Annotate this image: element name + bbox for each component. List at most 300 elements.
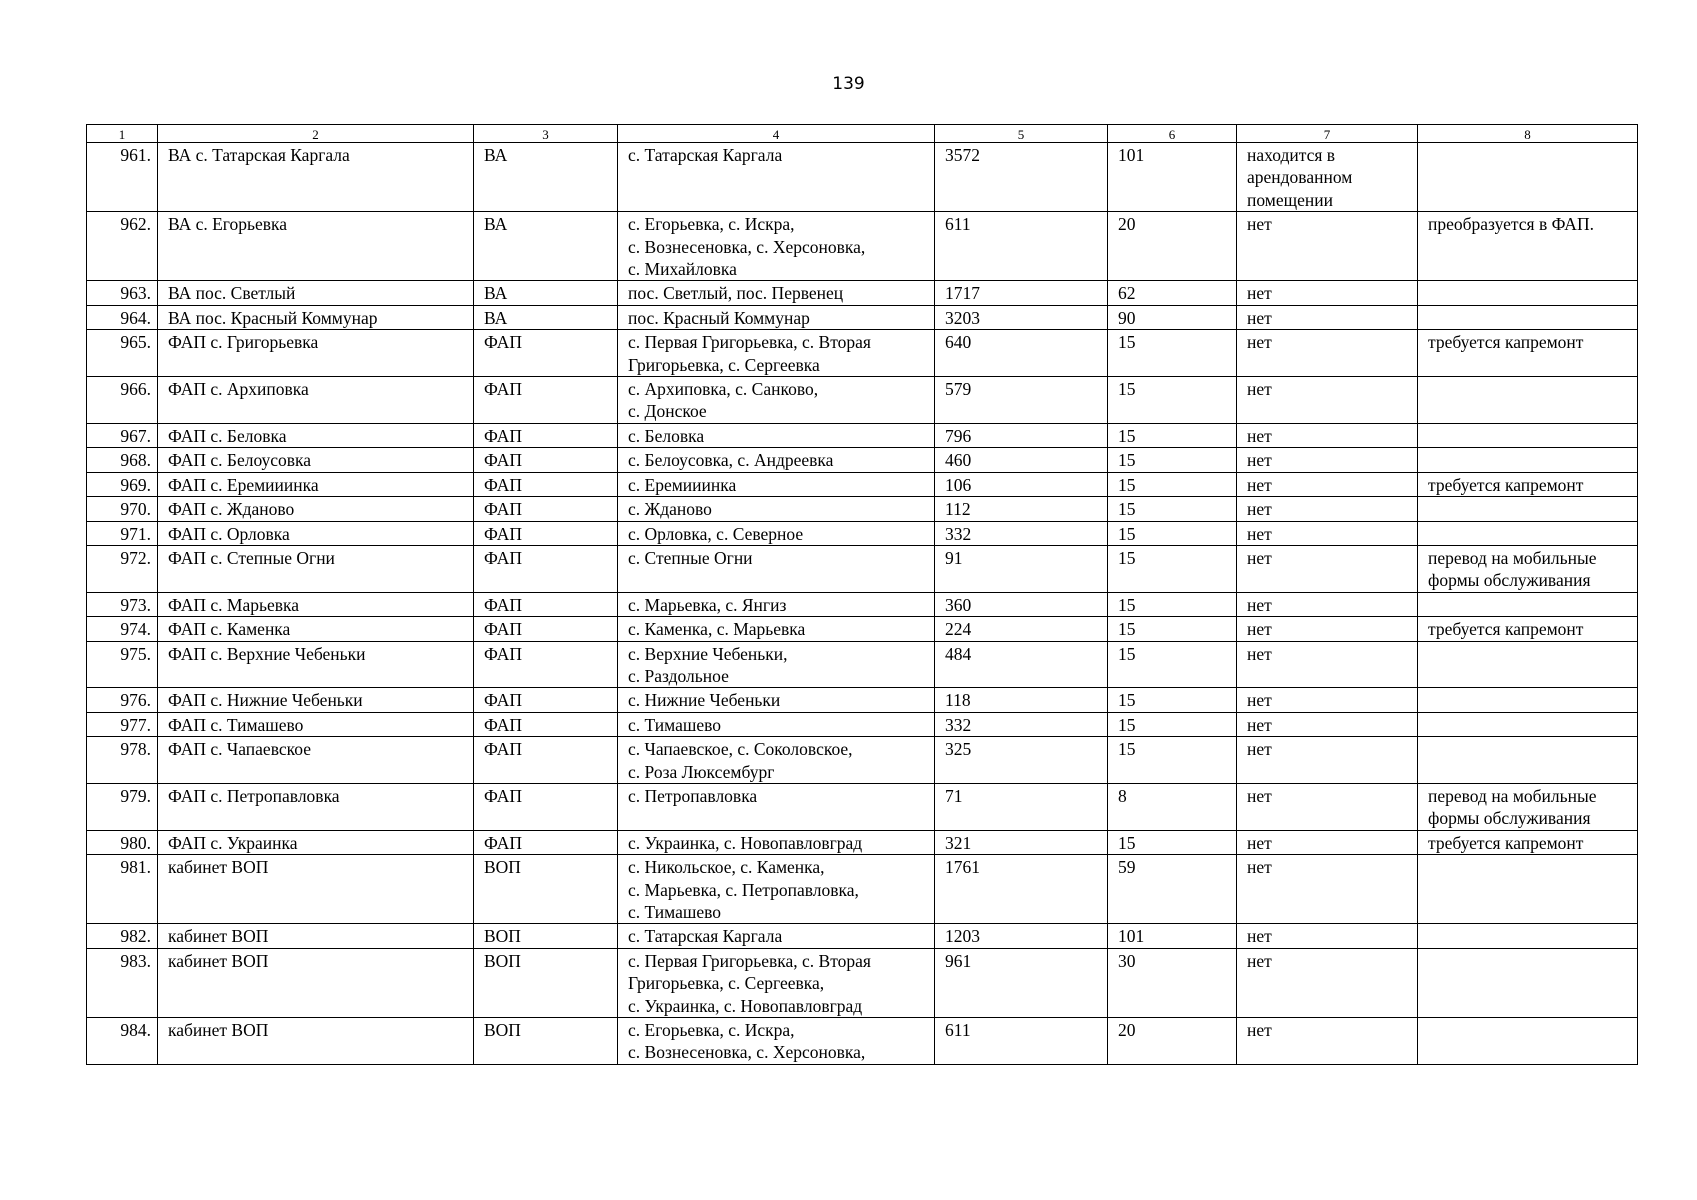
column-header: 3	[474, 125, 618, 143]
note-cell-text: перевод на мобильные формы обслуживания	[1428, 547, 1597, 591]
settlements-cell-text: с. Марьевка, с. Янгиз	[628, 594, 787, 615]
population-cell-text: 1761	[945, 857, 980, 878]
population-cell-text: 118	[945, 690, 971, 711]
population-cell	[935, 305, 1108, 329]
column-6-cell	[1108, 641, 1237, 688]
population-cell	[935, 212, 1108, 281]
column-7-cell	[1237, 545, 1418, 592]
row-number-cell	[87, 688, 158, 712]
note-cell	[1418, 737, 1638, 784]
column-6-cell	[1108, 783, 1237, 830]
column-7-cell	[1237, 305, 1418, 329]
row-number-cell	[87, 497, 158, 521]
column-6-cell-text: 15	[1118, 690, 1136, 711]
column-header: 7	[1237, 125, 1418, 143]
column-header: 5	[935, 125, 1108, 143]
table-row	[87, 688, 1638, 712]
column-6-cell-text: 90	[1118, 307, 1136, 328]
facility-type-cell-text: ФАП	[484, 379, 522, 400]
row-number-cell	[87, 545, 158, 592]
population-cell-text: 640	[945, 332, 972, 353]
facility-type-cell	[474, 688, 618, 712]
facility-type-cell-text: ВА	[484, 145, 508, 165]
column-6-cell	[1108, 143, 1237, 212]
facility-name-cell-text: кабинет ВОП	[168, 857, 269, 878]
column-6-cell	[1108, 592, 1237, 616]
row-number-cell	[87, 924, 158, 948]
table-row	[87, 497, 1638, 521]
row-number-cell-text: 983.	[120, 950, 151, 971]
column-6-cell	[1108, 448, 1237, 472]
facility-name-cell	[158, 617, 474, 641]
facility-name-cell-text: ВА пос. Красный Коммунар	[168, 307, 378, 328]
row-number-cell	[87, 1018, 158, 1065]
table-row	[87, 472, 1638, 496]
note-cell	[1418, 423, 1638, 447]
facility-type-cell	[474, 617, 618, 641]
column-7-cell	[1237, 855, 1418, 924]
column-6-cell	[1108, 830, 1237, 854]
row-number-cell	[87, 521, 158, 545]
column-7-cell-text: нет	[1247, 643, 1272, 664]
note-cell	[1418, 617, 1638, 641]
column-6-cell-text: 8	[1118, 785, 1127, 806]
settlements-cell	[618, 592, 935, 616]
column-7-cell-text: нет	[1247, 523, 1272, 544]
column-7-cell	[1237, 423, 1418, 447]
settlements-cell-text: с. Егорьевка, с. Искра, с. Вознесеновка, с. Херсоновка, с. Михайловка	[628, 214, 866, 280]
facility-name-cell	[158, 423, 474, 447]
facility-name-cell	[158, 545, 474, 592]
facility-type-cell-text: ФАП	[484, 450, 522, 471]
page-number: 139	[832, 74, 865, 94]
facility-name-cell-text: ФАП с. Каменка	[168, 619, 291, 640]
facility-name-cell-text: ФАП с. Степные Огни	[168, 547, 335, 568]
table-row	[87, 448, 1638, 472]
table-row	[87, 592, 1638, 616]
column-6-cell	[1108, 305, 1237, 329]
table-row	[87, 1018, 1638, 1065]
settlements-cell	[618, 712, 935, 736]
settlements-cell-text: с. Никольское, с. Каменка, с. Марьевка, с. Петропавловка, с. Тимашево	[628, 857, 859, 922]
note-cell	[1418, 305, 1638, 329]
population-cell	[935, 712, 1108, 736]
row-number-cell	[87, 143, 158, 212]
column-7-cell	[1237, 712, 1418, 736]
settlements-cell	[618, 472, 935, 496]
column-7-cell	[1237, 281, 1418, 305]
facility-name-cell	[158, 330, 474, 377]
facility-name-cell	[158, 377, 474, 424]
settlements-cell-text: с. Тимашево	[628, 714, 721, 735]
column-7-cell	[1237, 737, 1418, 784]
facility-type-cell-text: ФАП	[484, 619, 522, 640]
facility-name-cell-text: ФАП с. Чапаевское	[168, 739, 311, 760]
population-cell	[935, 330, 1108, 377]
facility-name-cell	[158, 212, 474, 281]
note-cell	[1418, 143, 1638, 212]
column-6-cell-text: 59	[1118, 857, 1136, 878]
column-6-cell	[1108, 377, 1237, 424]
population-cell-text: 484	[945, 643, 972, 664]
row-number-cell	[87, 641, 158, 688]
population-cell	[935, 472, 1108, 496]
settlements-cell	[618, 330, 935, 377]
column-6-cell	[1108, 423, 1237, 447]
facility-name-cell-text: кабинет ВОП	[168, 926, 269, 947]
column-7-cell-text: нет	[1247, 379, 1272, 400]
settlements-cell-text: с. Нижние Чебеньки	[628, 690, 781, 711]
row-number-cell	[87, 617, 158, 641]
column-7-cell	[1237, 783, 1418, 830]
facility-name-cell-text: кабинет ВОП	[168, 950, 269, 971]
facility-name-cell	[158, 1018, 474, 1065]
row-number-cell	[87, 448, 158, 472]
settlements-cell	[618, 377, 935, 424]
column-7-cell-text: нет	[1247, 950, 1272, 971]
row-number-cell-text: 962.	[120, 214, 151, 235]
population-cell-text: 106	[945, 474, 972, 495]
population-cell-text: 360	[945, 594, 972, 615]
facility-name-cell	[158, 143, 474, 212]
population-cell-text: 611	[945, 1020, 971, 1041]
column-7-cell-text: нет	[1247, 474, 1272, 495]
column-7-cell-text: нет	[1247, 425, 1272, 446]
population-cell	[935, 783, 1108, 830]
facility-name-cell	[158, 281, 474, 305]
settlements-cell-text: с. Белоусовка, с. Андреевка	[628, 450, 834, 471]
facility-type-cell	[474, 1018, 618, 1065]
row-number-cell-text: 969.	[120, 474, 151, 495]
column-6-cell	[1108, 712, 1237, 736]
row-number-cell	[87, 281, 158, 305]
population-cell-text: 91	[945, 547, 963, 568]
population-cell-text: 3572	[945, 145, 980, 165]
row-number-cell-text: 970.	[120, 499, 151, 520]
note-cell	[1418, 948, 1638, 1017]
population-cell-text: 325	[945, 739, 972, 760]
table-row	[87, 330, 1638, 377]
facility-type-cell	[474, 472, 618, 496]
facility-name-cell-text: ФАП с. Белоусовка	[168, 450, 312, 471]
facility-type-cell-text: ФАП	[484, 739, 522, 760]
column-6-cell-text: 62	[1118, 283, 1136, 304]
note-cell	[1418, 212, 1638, 281]
settlements-cell	[618, 830, 935, 854]
facility-type-cell	[474, 448, 618, 472]
column-7-cell	[1237, 830, 1418, 854]
column-7-cell-text: нет	[1247, 307, 1272, 328]
facility-type-cell-text: ФАП	[484, 425, 522, 446]
facility-name-cell	[158, 688, 474, 712]
row-number-cell-text: 965.	[120, 332, 151, 353]
row-number-cell	[87, 737, 158, 784]
row-number-cell-text: 976.	[120, 690, 151, 711]
row-number-cell-text: 984.	[120, 1020, 151, 1041]
row-number-cell-text: 982.	[120, 926, 151, 947]
column-7-cell-text: находится в арендованном помещении	[1247, 145, 1353, 210]
column-7-cell	[1237, 948, 1418, 1017]
facility-type-cell	[474, 545, 618, 592]
facility-type-cell-text: ФАП	[484, 547, 522, 568]
row-number-cell	[87, 305, 158, 329]
note-cell	[1418, 688, 1638, 712]
population-cell-text: 332	[945, 714, 972, 735]
column-header: 8	[1418, 125, 1638, 143]
note-cell	[1418, 855, 1638, 924]
facility-type-cell-text: ВОП	[484, 950, 521, 971]
table-row	[87, 305, 1638, 329]
facility-name-cell-text: ВА пос. Светлый	[168, 283, 296, 304]
column-7-cell	[1237, 521, 1418, 545]
settlements-cell-text: с. Верхние Чебеньки, с. Раздольное	[628, 643, 788, 686]
row-number-cell-text: 980.	[120, 832, 151, 853]
column-6-cell-text: 101	[1118, 926, 1145, 947]
population-cell	[935, 924, 1108, 948]
row-number-cell	[87, 712, 158, 736]
settlements-cell	[618, 545, 935, 592]
population-cell-text: 112	[945, 499, 971, 520]
facility-type-cell-text: ФАП	[484, 523, 522, 544]
facility-type-cell-text: ВА	[484, 283, 508, 304]
column-6-cell-text: 15	[1118, 643, 1136, 664]
settlements-cell	[618, 281, 935, 305]
table-row	[87, 641, 1638, 688]
population-cell	[935, 143, 1108, 212]
settlements-cell	[618, 305, 935, 329]
settlements-cell-text: с. Каменка, с. Марьевка	[628, 619, 806, 640]
facility-type-cell-text: ВА	[484, 214, 508, 235]
note-cell	[1418, 521, 1638, 545]
population-cell	[935, 497, 1108, 521]
table-row	[87, 617, 1638, 641]
column-7-cell-text: нет	[1247, 332, 1272, 353]
column-6-cell	[1108, 212, 1237, 281]
column-6-cell-text: 15	[1118, 739, 1136, 760]
population-cell	[935, 737, 1108, 784]
column-7-cell	[1237, 924, 1418, 948]
note-cell-text: требуется капремонт	[1428, 474, 1584, 495]
facility-name-cell-text: ФАП с. Орловка	[168, 523, 290, 544]
column-6-cell	[1108, 330, 1237, 377]
column-7-cell	[1237, 1018, 1418, 1065]
population-cell	[935, 423, 1108, 447]
facility-name-cell-text: ФАП с. Тимашево	[168, 714, 304, 735]
settlements-cell-text: с. Архиповка, с. Санково, с. Донское	[628, 379, 819, 422]
facility-name-cell	[158, 855, 474, 924]
note-cell	[1418, 641, 1638, 688]
column-6-cell	[1108, 855, 1237, 924]
column-7-cell	[1237, 448, 1418, 472]
population-cell-text: 321	[945, 832, 972, 853]
facility-type-cell	[474, 521, 618, 545]
settlements-cell-text: с. Петропавловка	[628, 785, 758, 806]
facility-name-cell	[158, 712, 474, 736]
population-cell	[935, 830, 1108, 854]
population-cell-text: 3203	[945, 307, 980, 328]
facility-name-cell	[158, 521, 474, 545]
population-cell	[935, 617, 1108, 641]
facility-type-cell-text: ФАП	[484, 643, 522, 664]
facility-type-cell-text: ВОП	[484, 857, 521, 878]
facility-type-cell	[474, 497, 618, 521]
settlements-cell	[618, 948, 935, 1017]
facility-name-cell-text: ВА с. Егорьевка	[168, 214, 288, 235]
column-7-cell	[1237, 472, 1418, 496]
settlements-cell	[618, 737, 935, 784]
note-cell	[1418, 592, 1638, 616]
facility-type-cell	[474, 712, 618, 736]
row-number-cell-text: 977.	[120, 714, 151, 735]
settlements-cell	[618, 143, 935, 212]
column-6-cell-text: 15	[1118, 547, 1136, 568]
settlements-cell	[618, 617, 935, 641]
note-cell	[1418, 497, 1638, 521]
row-number-cell-text: 978.	[120, 739, 151, 760]
settlements-cell-text: с. Татарская Каргала	[628, 926, 783, 947]
row-number-cell	[87, 472, 158, 496]
note-cell	[1418, 924, 1638, 948]
column-7-cell	[1237, 688, 1418, 712]
settlements-cell	[618, 924, 935, 948]
facility-name-cell	[158, 924, 474, 948]
settlements-cell	[618, 497, 935, 521]
column-6-cell	[1108, 924, 1237, 948]
column-header: 1	[87, 125, 158, 143]
settlements-cell-text: с. Орловка, с. Северное	[628, 523, 804, 544]
table-row	[87, 712, 1638, 736]
settlements-cell	[618, 448, 935, 472]
facility-type-cell-text: ФАП	[484, 499, 522, 520]
table-row	[87, 855, 1638, 924]
facilities-table	[86, 124, 1638, 1065]
population-cell	[935, 281, 1108, 305]
note-cell	[1418, 545, 1638, 592]
facility-name-cell	[158, 472, 474, 496]
settlements-cell-text: с. Украинка, с. Новопавловград	[628, 832, 863, 853]
population-cell	[935, 545, 1108, 592]
settlements-cell	[618, 521, 935, 545]
facility-type-cell	[474, 830, 618, 854]
column-7-cell-text: нет	[1247, 857, 1272, 878]
column-7-cell-text: нет	[1247, 832, 1272, 853]
row-number-cell	[87, 330, 158, 377]
settlements-cell-text: с. Егорьевка, с. Искра, с. Вознесеновка, с. Херсоновка,	[628, 1020, 866, 1063]
population-cell	[935, 592, 1108, 616]
column-6-cell	[1108, 1018, 1237, 1065]
table-header-row	[87, 125, 1638, 143]
facility-name-cell	[158, 830, 474, 854]
row-number-cell-text: 971.	[120, 523, 151, 544]
column-7-cell-text: нет	[1247, 499, 1272, 520]
settlements-cell-text: с. Еремииинка	[628, 474, 737, 495]
settlements-cell	[618, 423, 935, 447]
population-cell	[935, 948, 1108, 1017]
facility-type-cell-text: ВОП	[484, 926, 521, 947]
facility-type-cell	[474, 143, 618, 212]
settlements-cell-text: с. Беловка	[628, 425, 705, 446]
facility-type-cell-text: ФАП	[484, 714, 522, 735]
row-number-cell-text: 967.	[120, 425, 151, 446]
column-7-cell	[1237, 330, 1418, 377]
population-cell-text: 460	[945, 450, 972, 471]
facility-name-cell	[158, 737, 474, 784]
facility-type-cell	[474, 592, 618, 616]
facility-name-cell-text: ФАП с. Украинка	[168, 832, 298, 853]
column-6-cell	[1108, 497, 1237, 521]
row-number-cell-text: 981.	[120, 857, 151, 878]
row-number-cell-text: 973.	[120, 594, 151, 615]
facility-type-cell-text: ВА	[484, 307, 508, 328]
facility-type-cell	[474, 423, 618, 447]
note-cell	[1418, 783, 1638, 830]
facility-type-cell	[474, 641, 618, 688]
settlements-cell-text: с. Жданово	[628, 499, 712, 520]
facility-type-cell	[474, 305, 618, 329]
settlements-cell-text: пос. Светлый, пос. Первенец	[628, 283, 844, 304]
note-cell-text: требуется капремонт	[1428, 619, 1584, 640]
row-number-cell-text: 975.	[120, 643, 151, 664]
note-cell	[1418, 330, 1638, 377]
population-cell-text: 611	[945, 214, 971, 235]
column-7-cell-text: нет	[1247, 547, 1272, 568]
column-7-cell	[1237, 497, 1418, 521]
facility-name-cell	[158, 948, 474, 1017]
note-cell-text: требуется капремонт	[1428, 832, 1584, 853]
settlements-cell	[618, 783, 935, 830]
row-number-cell	[87, 212, 158, 281]
row-number-cell-text: 972.	[120, 547, 151, 568]
facility-type-cell	[474, 924, 618, 948]
note-cell-text: требуется капремонт	[1428, 332, 1584, 353]
facility-name-cell-text: кабинет ВОП	[168, 1020, 269, 1041]
row-number-cell	[87, 423, 158, 447]
row-number-cell-text: 979.	[120, 785, 151, 806]
table-row	[87, 212, 1638, 281]
note-cell-text: перевод на мобильные формы обслуживания	[1428, 785, 1597, 829]
population-cell	[935, 521, 1108, 545]
facility-type-cell	[474, 281, 618, 305]
column-7-cell	[1237, 641, 1418, 688]
settlements-cell	[618, 212, 935, 281]
facility-name-cell-text: ФАП с. Еремииинка	[168, 474, 319, 495]
column-7-cell-text: нет	[1247, 214, 1272, 235]
column-6-cell-text: 20	[1118, 1020, 1136, 1041]
population-cell	[935, 377, 1108, 424]
facility-type-cell-text: ФАП	[484, 832, 522, 853]
settlements-cell-text: пос. Красный Коммунар	[628, 307, 810, 328]
note-cell	[1418, 281, 1638, 305]
column-6-cell-text: 15	[1118, 832, 1136, 853]
row-number-cell	[87, 592, 158, 616]
facility-name-cell	[158, 305, 474, 329]
column-6-cell	[1108, 545, 1237, 592]
facility-type-cell-text: ФАП	[484, 785, 522, 806]
note-cell	[1418, 472, 1638, 496]
column-7-cell-text: нет	[1247, 594, 1272, 615]
facility-type-cell-text: ФАП	[484, 474, 522, 495]
settlements-cell	[618, 688, 935, 712]
row-number-cell	[87, 783, 158, 830]
note-cell	[1418, 712, 1638, 736]
note-cell	[1418, 830, 1638, 854]
table-row	[87, 830, 1638, 854]
settlements-cell-text: с. Чапаевское, с. Соколовское, с. Роза Люксембург	[628, 739, 853, 782]
row-number-cell-text: 974.	[120, 619, 151, 640]
column-6-cell	[1108, 281, 1237, 305]
facility-type-cell-text: ФАП	[484, 690, 522, 711]
facility-name-cell-text: ФАП с. Жданово	[168, 499, 295, 520]
